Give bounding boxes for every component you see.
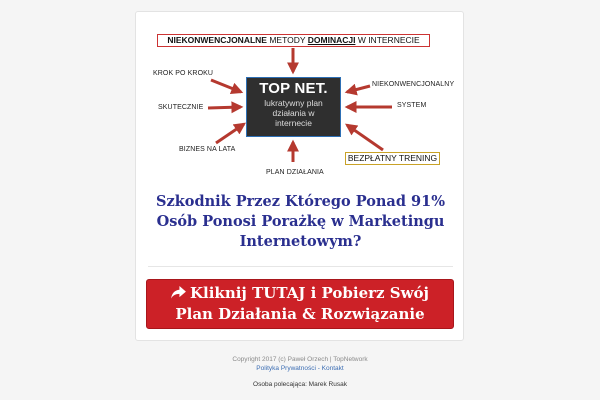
label-plan-dzialania: PLAN DZIAŁANIA xyxy=(266,169,324,176)
top-net-diagram xyxy=(136,12,465,192)
contact-link[interactable]: Kontakt xyxy=(321,365,344,372)
cta-line-2: Plan Działania & Rozwiązanie xyxy=(175,305,425,323)
label-krok-po-kroku: KROK PO KROKU xyxy=(153,70,214,77)
label-system: SYSTEM xyxy=(397,102,427,109)
arrow-from-trening xyxy=(347,125,383,150)
label-biznes-na-lata: BIZNES NA LATA xyxy=(179,146,236,153)
bezplatny-trening-label: BEZPŁATNY TRENING xyxy=(345,152,440,165)
cta-line-1-text: Kliknij TUTAJ i Pobierz Swój xyxy=(190,284,429,302)
footer-link-separator: - xyxy=(315,365,322,372)
label-skutecznie: SKUTECZNIE xyxy=(158,104,204,111)
label-niekonwencjonalny: NIEKONWENCJONALNY xyxy=(372,81,455,88)
divider xyxy=(148,266,453,267)
arrow-from-niekonw xyxy=(347,86,370,92)
cta-line-1 xyxy=(147,283,453,304)
banner-text-end: W INTERNECIE xyxy=(355,35,420,45)
download-plan-button[interactable] xyxy=(146,279,454,329)
footer-links xyxy=(0,365,600,372)
top-net-title: TOP NET. xyxy=(259,80,328,97)
top-net-box xyxy=(246,77,341,137)
page-headline: Szkodnik Przez Którego Ponad 91% Osób Ponosi Porażkę w Marketingu Internetowym? xyxy=(156,193,445,250)
referrer-text: Osoba polecająca: Marek Rusak xyxy=(253,381,347,388)
diagram-banner xyxy=(157,34,430,47)
arrow-from-skutecznie xyxy=(208,107,241,108)
arrow-from-biznes xyxy=(216,124,244,143)
footer-copyright: Copyright 2017 (c) Paweł Orzech | TopNetwork xyxy=(232,356,368,363)
banner-text: METODY xyxy=(266,35,308,45)
top-net-subtitle: lukratywny plan działania w internecie xyxy=(264,98,323,128)
arrow-from-krok xyxy=(211,80,241,92)
share-arrow-icon xyxy=(171,286,186,299)
banner-text-bold: NIEKONWENCJONALNE xyxy=(167,35,267,45)
content-card xyxy=(135,11,464,341)
banner-text-underlined: DOMINACJI xyxy=(307,35,356,45)
privacy-policy-link[interactable]: Polityka Prywatności xyxy=(256,365,316,372)
